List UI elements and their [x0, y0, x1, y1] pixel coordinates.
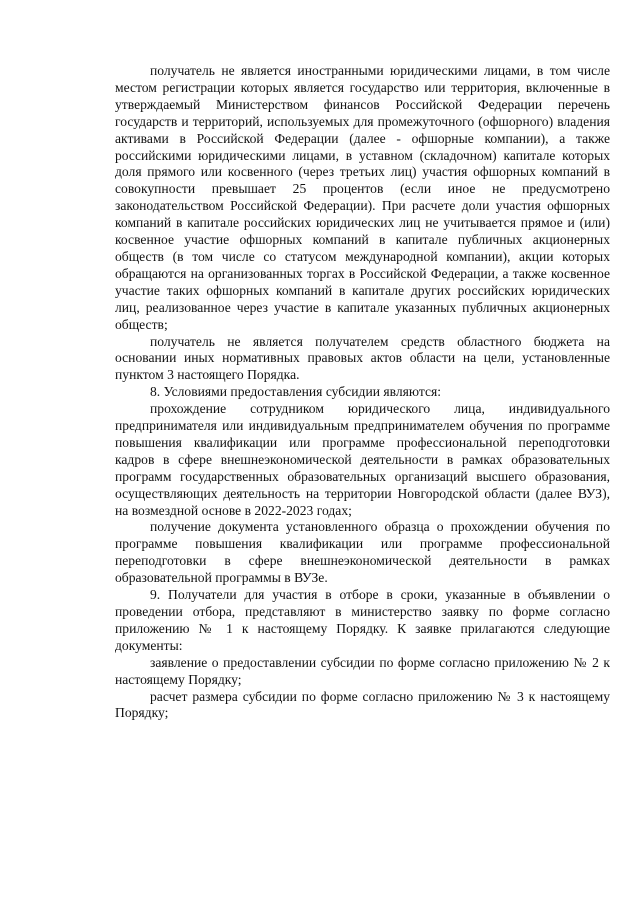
- paragraph-offshore-condition: получатель не является иностранными юридическими лицами, в том числе местом регистрации которых является государство или территория, включенные в утверждаемый Министерством финансов Российской Федерации перечень государств и территорий, используемых для промежуточного (офшорного) владения активами в Российской Федерации (далее - офшорные компании), а также российскими юридическими лицами, в уставном (складочном) капитале которых доля прямого или косвенного (через третьих лиц) участия офшорных компаний в совокупности превышает 25 процентов (если иное не предусмотрено законодательством Российской Федерации). При расчете доли участия офшорных компаний в капитале российских юридических лиц не учитывается прямое и (или) косвенное участие офшорных компаний в капитале публичных акционерных обществ (в том числе со статусом международной компании), акции которых обращаются на организованных торгах в Российской Федерации, а также косвенное участие таких офшорных компаний в капитале других российских юридических лиц, реализованное через участие в капитале указанных публичных акционерных обществ;: [115, 63, 610, 332]
- paragraph-certificate-condition: получение документа установленного образца о прохождении обучения по программе повышения квалификации или программе профессиональной переподготовки в сфере внешнеэкономической деятельности в рамках образовательной программы в ВУЗе.: [115, 519, 610, 586]
- paragraph-section-9: 9. Получатели для участия в отборе в сроки, указанные в объявлении о проведении отбора, представляют в министерство заявку по форме согласно приложению № 1 к настоящему Порядку. К заявке прилагаются следующие документы:: [115, 587, 610, 653]
- paragraph-other-acts-condition: получатель не является получателем средств областного бюджета на основании иных нормативных правовых актов области на цели, установленные пунктом 3 настоящего Порядка.: [115, 333, 610, 383]
- paragraph-calculation-item: расчет размера субсидии по форме согласно приложению № 3 к настоящему Порядку;: [115, 688, 610, 721]
- paragraph-training-condition: прохождение сотрудником юридического лица, индивидуального предпринимателя или индивидуальным предпринимателем обучения по программе повышения квалификации или программе профессиональной переподготовки кадров в сфере внешнеэкономической деятельности в рамках образовательных программ государственных образовательных организаций высшего образования, осуществляющих деятельность на территории Новгородской области (далее ВУЗ), на возмездной основе в 2022-2023 годах;: [115, 401, 610, 518]
- paragraph-application-item: заявление о предоставлении субсидии по форме согласно приложению № 2 к настоящему Порядку;: [115, 654, 610, 687]
- document-page: [115, 63, 610, 722]
- paragraph-section-8-heading: 8. Условиями предоставления субсидии являются:: [150, 384, 442, 400]
